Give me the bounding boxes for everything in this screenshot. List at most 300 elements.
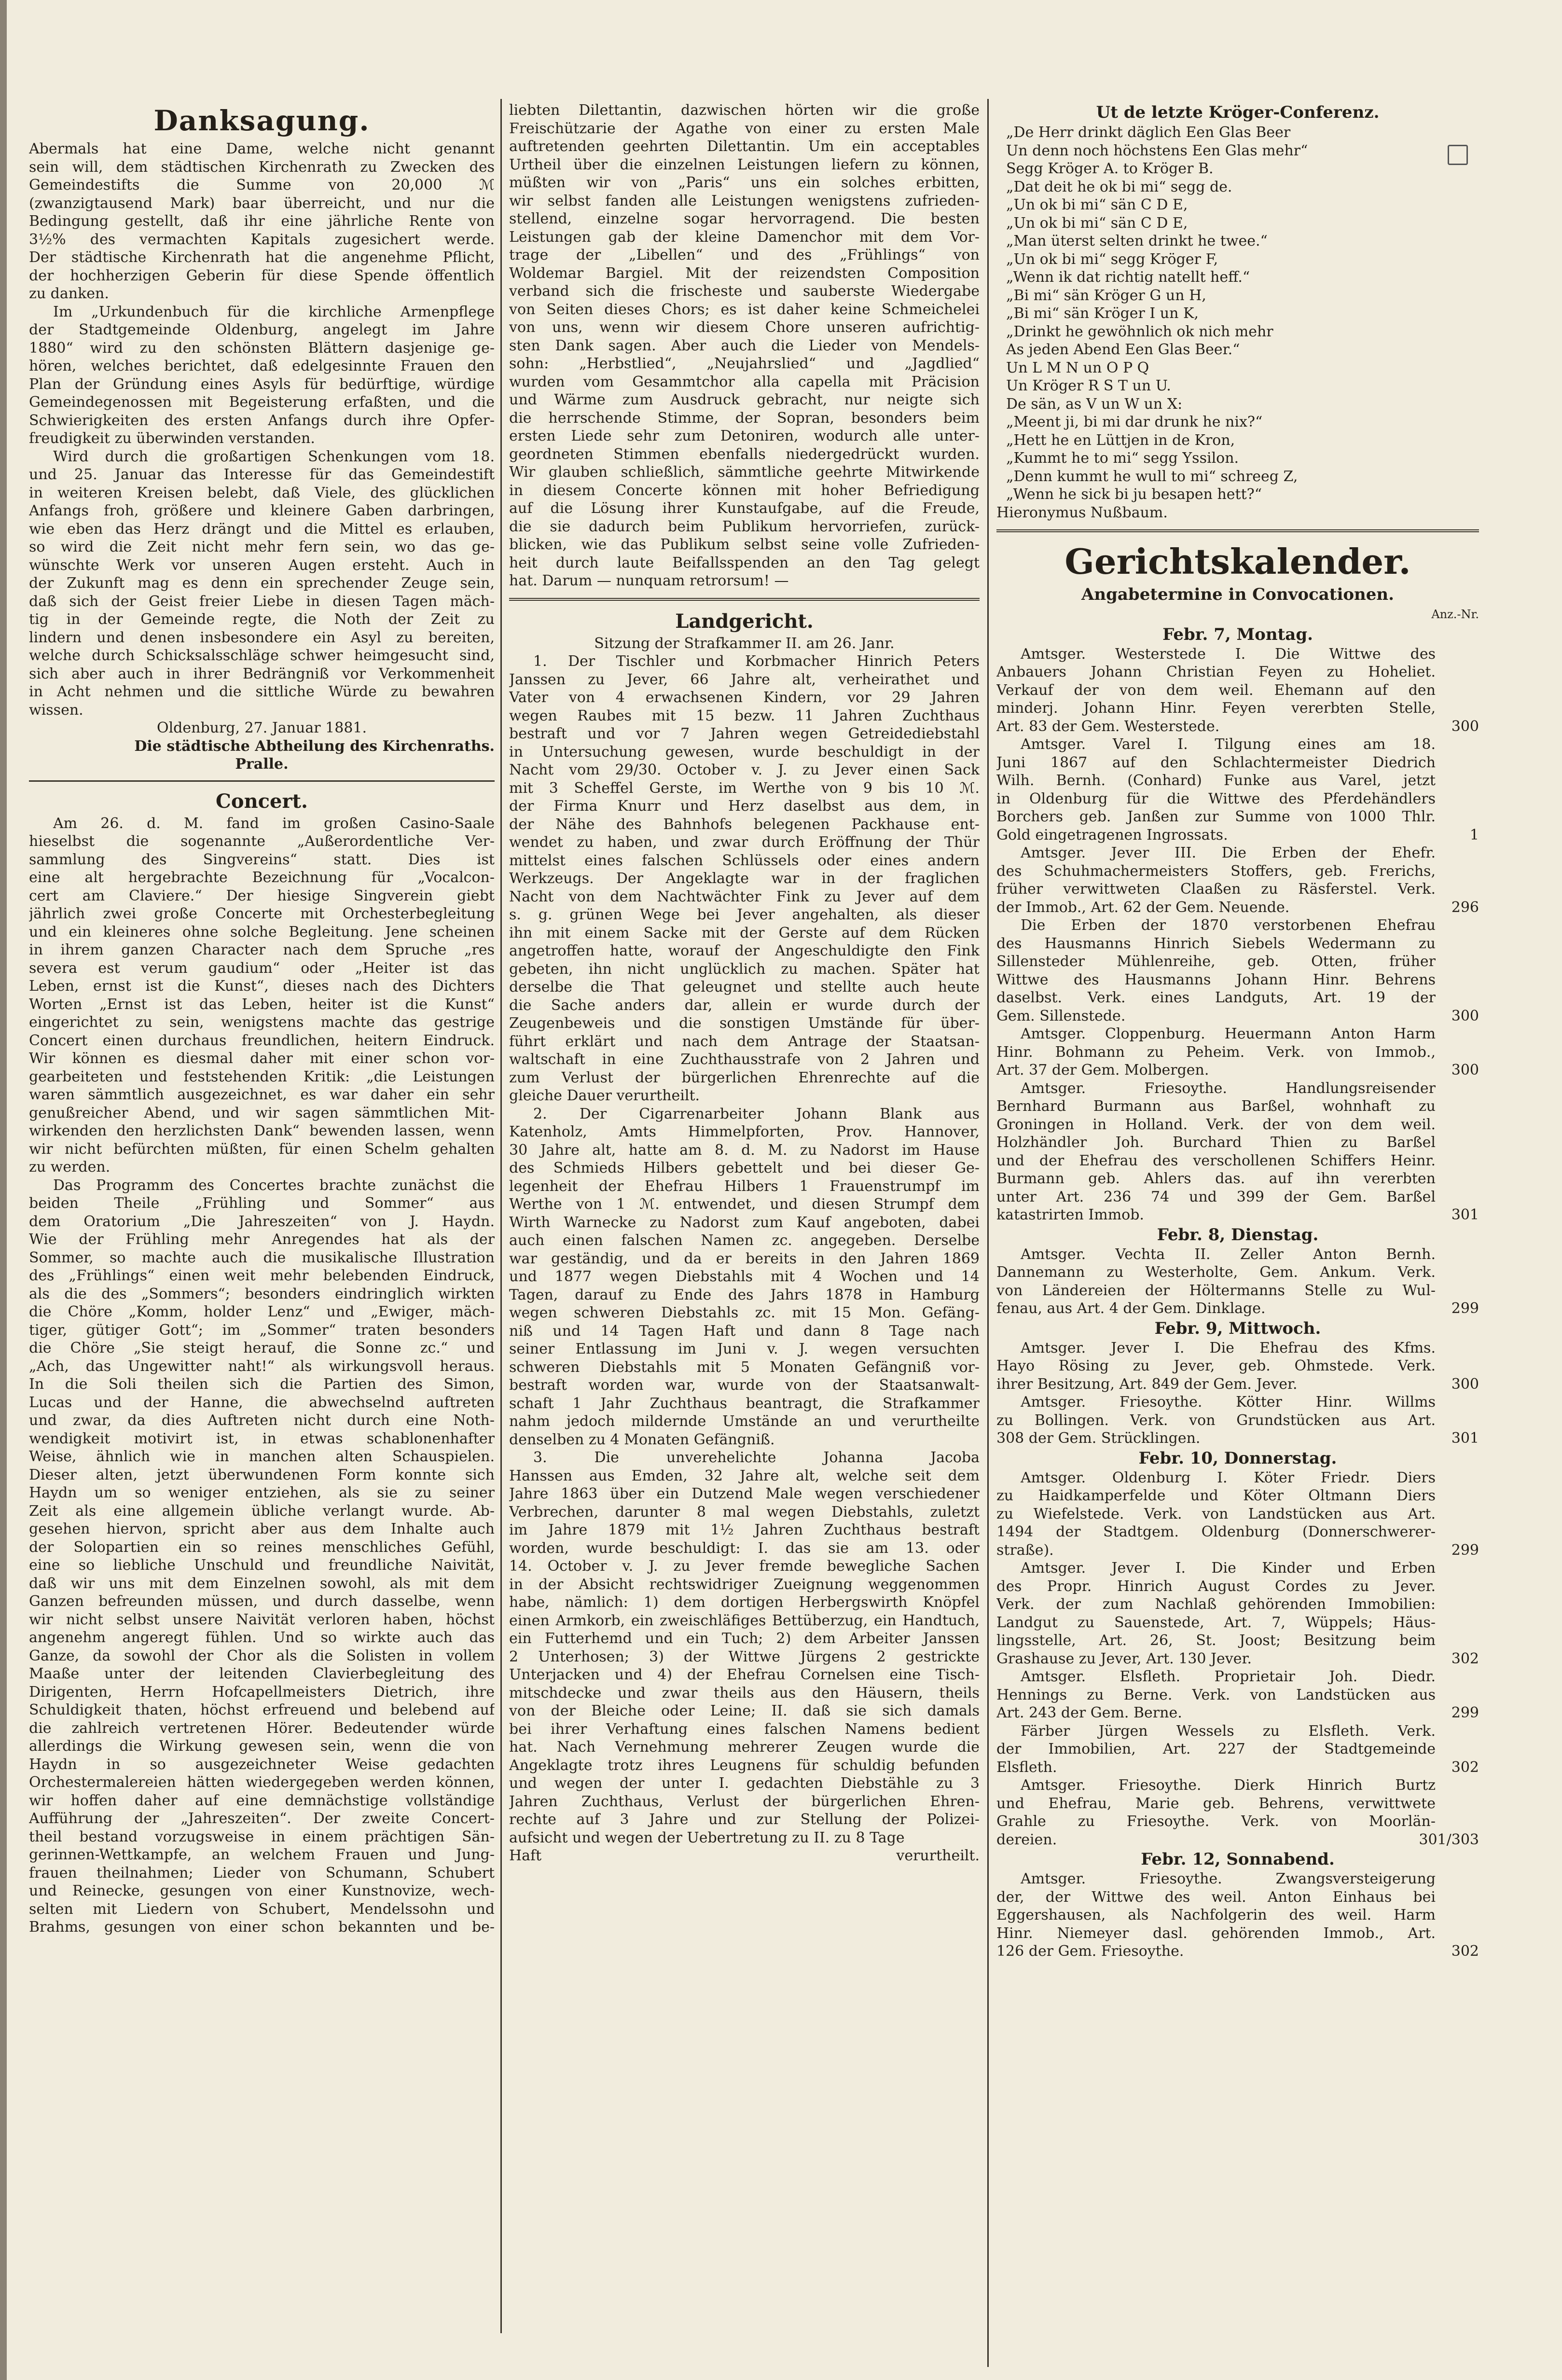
text-line: Wirth Warnecke zu Nadorst zum Kauf angeboten, dabei [509,1214,980,1231]
calendar-entry [996,1245,1479,1318]
poem-title: Ut de letzte Kröger-Conferenz. [1096,103,1380,122]
text-line: in weiteren Kreisen belebt, daß Viele, des glücklichen [29,484,495,501]
text-line: hieselbst die sogenannte „Außerordentliche Ver- [29,833,495,850]
text-line: Verk. der zum Nachlaß gehörenden Immobilien: [996,1596,1436,1613]
text-line: theil bestand vorzugsweise in einem prächtigen Sän- [29,1828,495,1845]
text-line: wegen Raubes mit 15 bezw. 11 Jahren Zuchthaus [509,707,980,724]
text-line: hat. Darum — nunquam retrorsum! — [509,572,789,589]
text-line: Ganzen befreunden müssen, und durch dasselbe, wenn [29,1593,495,1610]
text-line: bestraft und vor 7 Jahren wegen Getreidediebstahl [509,725,980,742]
text-line: als die des „Sommers“; besonders eindringlich wirkten [29,1285,495,1302]
entry-number: 299 [1451,1541,1479,1559]
concert-title: Concert. [216,789,308,813]
text-line: der Stadtgemeinde Oldenburg, angelegt im Jahre [29,321,495,338]
landgericht-body [509,652,980,1865]
text-line: von Seiten dieses Chors; es ist daher keine Schmeichelei [509,301,980,318]
text-line: Segg Kröger A. to Kröger B. [1006,160,1214,177]
calendar-date-heading: Febr. 7, Montag. [1162,624,1313,644]
text-line: genußreicher Abend, und wir sagen sämmtlichen Mit- [29,1104,495,1121]
text-line: von uns, wenn wir diesem Chore unseren aufrichtig- [509,319,980,336]
text-line: Amtsger. Elsfleth. Proprietair Joh. Diedr. [1021,1668,1436,1685]
text-line: „Bi mi“ sän Kröger I un K, [1006,305,1199,322]
text-line: Holzhändler Joh. Burchard Thien zu Barßel [996,1134,1436,1151]
text-line: Haydn in so ausgezeichneter Weise gedachten [29,1756,495,1773]
text-line: geordneten Stimmen ebenfalls niedergedrückt wurden. [509,445,980,463]
poem-author: Hieronymus Nußbaum. [996,504,1168,521]
text-line: der Immob., Art. 62 der Gem. Neuende. [996,899,1290,916]
text-line: Orchestermalereien hätten wiedergegeben werden können, [29,1774,495,1791]
text-line: in Oldenburg für die Wittwe des Pferdehändlers [996,790,1436,807]
text-line: Dannemann zu Westerholte, Gem. Ankum. Verk. [996,1264,1436,1281]
text-line: aufsicht und wegen der Uebertretung zu II. zu 8 Tage [509,1829,905,1846]
text-line: im Jahre 1879 mit 1½ Jahren Zuchthaus bestraft [509,1522,980,1538]
gerichtskalender [996,540,1479,1961]
calendar-entry [996,645,1479,736]
text-line: 1494 der Stadtgem. Oldenburg (Donnerschwerer- [996,1523,1436,1540]
number-column-label: Anz.-Nr. [1431,608,1479,621]
text-line: severa est verum gaudium“ oder „Heiter ist das [29,959,495,977]
text-line: frauen theilnahmen; Lieder von Schumann, Schubert [29,1864,495,1882]
text-line: „Drinkt he gewöhnlich ok nich mehr [1006,323,1273,340]
text-line: Amtsger. Vechta II. Zeller Anton Bernh. [1021,1245,1436,1263]
text-line: 2 Unterhosen; 3) der Wittwe Jürgens 2 gestrickte [509,1648,980,1665]
text-line: derselbe die That geleugnet und stellte auch heute [509,979,980,996]
text-line: Werthe von 1 ℳ. entwendet, und diesen Strumpf dem [509,1196,980,1213]
text-line: Borchers geb. Janßen zur Summe von 1000 Thlr. [996,808,1436,825]
text-line: wegen schweren Diebstahls zc. mit 15 Mon. Gefäng- [509,1304,980,1321]
column-3 [996,101,1479,1961]
entry-number: 300 [1451,1375,1479,1393]
text-line: ein Futterhemd und ein Tuch; 2) dem Arbeiter Janssen [509,1630,980,1647]
text-line: Leben, ernst ist die Kunst“, dieses nach des Dichters [29,978,495,995]
text-line: gerinnen-Wettkampfe, an welchem Frauen und Jung- [29,1846,495,1863]
text-line: mitschdecke und zwar theils aus den Häusern, theils [509,1684,980,1702]
text-line: cert am Claviere.“ Der hiesige Singverein giebt [29,887,495,904]
text-line: Zeugenbeweis und die sonstigen Umstände für über- [509,1015,980,1032]
text-line: Hennings zu Berne. Verk. von Landstücken aus [996,1686,1436,1703]
text-line: wendigkeit motivirt ist, in etwas schablonenhafter [29,1430,495,1447]
entry-number: 300 [1451,1062,1479,1079]
concert-article [29,789,495,1937]
text-line: mittelst eines falschen Schlüssels oder eines andern [509,852,980,869]
text-line: 308 der Gem. Strücklingen. [996,1430,1201,1447]
text-line: Groningen in Holland. Verk. der von dem weil. [996,1116,1436,1133]
calendar-entry [996,1025,1479,1079]
text-line: (zwanzigtausend Mark) baar überreicht, und nur die [29,194,495,212]
text-line: „Dat deit he ok bi mi“ segg de. [1006,178,1232,195]
danksagung-place-date: Oldenburg, 27. Januar 1881. [156,720,367,736]
text-line: Sillensteder Mühlenreihe, geb. Otten, früher [996,953,1436,970]
text-line: Woldemar Bargiel. Mit der reizendsten Composition [509,264,980,282]
text-line: minderj. Johann Hinr. Feyen vererbten Stelle, [996,700,1436,717]
text-line: eine alt hergebrachte Bezeichnung für „Vocalcon- [29,869,495,886]
text-line: Hinr. Bohmann zu Peheim. Verk. von Immob., [996,1043,1436,1061]
text-line: Elsfleth. [996,1758,1057,1776]
text-line: mit 3 Scheffel Gerste, im Werthe von 9 bis 10 ℳ. [509,779,980,797]
text-line: Sommer, so machte auch die musikalische Illustration [29,1249,495,1266]
text-line: und Reinecke, gesungen von einer Kunstnovize, wech- [29,1882,495,1899]
text-line: Grashause zu Jever, Art. 130 Jever. [996,1650,1252,1667]
text-line: beiden Theile „Frühling und Sommer“ aus [29,1195,495,1212]
text-line: ersten Liede sehr zum Detoniren, wodurch alle unter- [509,428,980,444]
text-line: „Man üterst selten drinkt he twee.“ [1006,233,1268,249]
entry-number: 302 [1451,1650,1479,1667]
text-line: Hayo Rösing zu Jever, geb. Ohmstede. Verk. [996,1357,1436,1374]
text-line: „Un ok bi mi“ segg Kröger F, [1006,250,1218,268]
text-line: stellend, einzelne sogar hervorragend. Die besten [509,210,980,227]
text-line: eingerichtet zu sein, wenigstens machte das gestrige [29,1014,495,1031]
text-line: 3. Die unverehelichte Johanna Jacoba [533,1449,980,1466]
calendar-entry [996,1776,1479,1849]
text-line: Un denn noch höchstens Een Glas mehr“ [1006,142,1308,159]
text-line: „Un ok bi mi“ sän C D E, [1006,196,1188,213]
text-line: Aufführung der „Jahreszeiten“. Der zweite Concert- [29,1810,495,1827]
text-line: die sie dadurch beim Publikum hervorriefen, zurück- [509,518,980,535]
calendar-date-heading: Febr. 9, Mittwoch. [1154,1318,1321,1338]
page-edge [0,0,7,2380]
text-line: wir hoffen daher auf eine demnächstige vollständige [29,1792,495,1809]
danksagung-title: Danksagung. [153,104,370,137]
text-line: Färber Jürgen Wessels zu Elsfleth. Verk. [1021,1722,1436,1740]
entry-number: 299 [1451,1300,1479,1317]
text-line: früher verwittweten Claaßen zu Räsferstel. Verk. [996,881,1436,898]
text-line: die Chöre „Sie steigt herauf, die Sonne zc.“ und [29,1340,495,1356]
text-line: Schwierigkeiten des ersten Anfangs durch ihre Opfer- [29,412,495,429]
text-line: Unterjacken und 4) der Ehefrau Cornelsen eine Tisch- [509,1666,980,1683]
text-line: bei ihrer Verhaftung eines falschen Namens bedient [509,1720,980,1738]
text-line: welche durch Schicksalsschläge schwer heimgesucht sind, [29,647,495,664]
text-line: tig in der Gemeinde regte, die Noth der Zeit zu [29,611,495,628]
text-line: sein will, dem städtischen Kirchenrath zu Zwecken des [29,158,495,176]
calendar-entry [996,916,1479,1025]
entry-number: 301 [1451,1430,1479,1447]
text-line: des Hausmanns Hinrich Siebels Wedermann zu [996,935,1436,952]
text-line: „Bi mi“ sän Kröger G un H, [1006,287,1206,304]
text-line: Wilh. Bernh. (Conhard) Funke aus Varel, jetzt [996,772,1436,789]
entry-number: 300 [1451,718,1479,735]
text-line: und wegen der unter I. gedachten Diebstähle zu 3 [509,1775,980,1792]
text-line: selten mit Liedern von Schubert, Mendelssohn und [29,1900,495,1918]
text-line: gleiche Dauer verurtheilt. [509,1087,700,1104]
text-line: blicken, wie das Publikum selbst seine volle Zufrieden- [509,536,980,553]
text-line: Gem. Sillenstede. [996,1007,1126,1024]
text-line: Wir glauben schließlich, sämmtliche geehrte Mitwirkende [509,464,980,481]
text-line: des Propr. Hinrich August Cordes zu Jever. [996,1577,1436,1595]
text-line: der Nähe des Bahnhofs belegenen Packhause ent- [509,816,980,833]
text-line: wir nicht selbst unsere Naivität verloren haben, höchst [29,1611,495,1628]
text-line: verband sich die frischeste und sauberste Wiedergabe [509,283,980,300]
text-line: In die Soli theilen sich die Partien des Simon, [29,1376,495,1393]
text-line: und Ehefrau, Marie geb. Behrens, verwittwete [996,1795,1436,1812]
text-line: Angeklagte trotz ihres Leugnens für schuldig befunden [509,1757,980,1774]
text-line: „Meent ji, bi mi dar drunk he nix?“ [1006,414,1263,430]
text-line: Jahre 1863 über ein Dutzend Male wegen verschiedener [509,1485,980,1502]
text-line: 3½% des vermachten Kapitals zugesichert werde. [29,231,495,248]
text-line: Nacht vom 29/30. October v. J. zu Jever einen Sack [509,761,980,778]
text-line: Landgut zu Sauenstede, Art. 7, Wüppels; Häus- [996,1614,1436,1631]
text-line: zu danken. [29,285,109,302]
text-line: in ihrem ganzen Character nach dem Spruche „res [29,941,495,958]
text-line: zu werden. [29,1159,111,1176]
text-line: worden, wurde beschuldigt: I. das sie am 13. oder [509,1539,980,1557]
text-line: liebten Dilettantin, dazwischen hörten wir die große [509,102,980,119]
text-line: niß und 14 Tagen Haft und dann 8 Tage nach [509,1322,980,1340]
column-rule-1 [500,99,502,2333]
text-line: der Zukunft mag es denn ein sprechender Zeuge sein, [29,575,495,592]
text-line: heit durch laute Beifallsspenden an den Tag gelegt [509,554,980,571]
text-line: jährlich zwei große Concerte mit Orchesterbegleitung [29,905,495,922]
text-line: des Schuhmachermeisters Stoffers, geb. Frerichs, [996,862,1436,880]
column-1 [29,101,495,1937]
danksagung-body [29,140,495,719]
text-line: „De Herr drinkt däglich Een Glas Beer [1006,124,1291,141]
text-line: Hanssen aus Emden, 32 Jahre alt, welche seit dem [509,1467,980,1484]
column-2 [509,101,980,1865]
text-line: in der Absicht rechtswidriger Zueignung weggenommen [509,1576,980,1593]
calendar-entry [996,844,1479,916]
text-line: Art. 37 der Gem. Molbergen. [996,1062,1209,1079]
text-line: Amtsger. Cloppenburg. Heuermann Anton Harm [1021,1025,1436,1042]
text-line: Freischützarie der Agathe von einer zu ersten Male [509,120,980,137]
text-line: Werkzeugs. Der Angeklagte war in der fraglichen [509,870,980,887]
text-line: zu Bollingen. Verk. von Grundstücken aus Art. [996,1411,1436,1429]
text-line: Am 26. d. M. fand im großen Casino-Saale [53,815,495,832]
calendar-entry [996,1559,1479,1668]
text-line: lingsstelle, Art. 26, St. Joost; Besitzung beim [996,1632,1436,1649]
text-line: wurden vom Gesammtchor alla capella mit Präcision [509,373,980,390]
text-line: wir nicht befürchten müßten, für einen Schelm gehalten [29,1140,495,1158]
text-line: der Immobilien, Art. 227 der Stadtgemeinde [996,1741,1436,1757]
text-line: zu Wiefelstede. Verk. von Landstücken aus Art. [996,1505,1436,1522]
text-line: Urtheil über die einzelnen Leistungen liefern zu können, [509,156,980,173]
calendar-date-heading: Febr. 8, Dienstag. [1157,1225,1319,1245]
text-line: 30 Jahre alt, hatte am 8. d. M. zu Nadorst im Hause [509,1141,980,1159]
text-line: von Ländereien der Höltermanns Stelle zu Wul- [996,1282,1436,1299]
divider [29,780,495,782]
calendar-entry [996,1079,1479,1224]
text-line: angetroffen hatte, worauf der Angeschuldigte den Fink [509,942,980,959]
text-line: Worten „Ernst ist das Leben, heiter ist die Kunst“ [29,996,495,1013]
text-line: Juni 1867 auf den Schlachtermeister Diedrich [996,754,1436,771]
text-line: „Un ok bi mi“ sän C D E, [1006,214,1188,232]
text-line: gebeten, ihn nicht unglücklich zu machen. Später hat [509,960,980,978]
entry-number: 301/303 [1419,1831,1479,1848]
text-line: Tagen, darauf zu Ende des Jahrs 1878 in Hamburg [509,1286,980,1303]
text-line: Vater von 4 erwachsenen Kindern, vor 29 Jahren [509,689,980,706]
text-line: rechte auf 3 Jahre und zur Stellung der Polizei- [509,1811,980,1828]
text-line: Der städtische Kirchenrath hat die angenehme Pflicht, [29,249,495,266]
danksagung-signature-name: Pralle. [235,756,289,773]
text-line: auftretenden geehrten Dilettantin. Um ein acceptables [509,138,980,155]
text-line: und 1877 wegen Diebstahls mit 4 Wochen und 14 [509,1268,980,1285]
text-line: Wir können es diesmal daher mit einer schon vor- [29,1050,495,1067]
text-line: Leistungen gab der kleine Damenchor mit dem Vor- [509,228,980,246]
text-line: Weise, ähnlich wie in manchen alten Schauspielen. [29,1448,495,1465]
entry-number: 300 [1451,1007,1479,1024]
text-line: Amtsger. Jever I. Die Ehefrau des Kfms. [1021,1339,1436,1356]
text-line: „Ach, das Ungewitter naht!“ als wirkungsvoll heraus. [29,1357,495,1375]
calendar-entry [996,1339,1479,1394]
text-line: Amtsger. Oldenburg I. Köter Friedr. Diers [1021,1469,1436,1486]
poem-body [996,124,1479,504]
text-line: Anfangs froh, größere und kleinere Gaben darbringen, [29,502,495,519]
text-line: ihn mit einem Sacke mit der Gerste auf dem Rücken [509,924,980,941]
text-line: bestraft worden war, wurde von der Staatsanwalt- [509,1377,980,1394]
text-line: des Schmieds Hilbers gebettelt und bei dieser Ge- [509,1160,980,1176]
text-line: Wird durch die großartigen Schenkungen vom 18. [53,448,495,465]
text-line: Anbauers Johann Christian Feyen zu Hoheliet. [996,664,1436,680]
text-line: Das Programm des Concertes brachte zunächst die [53,1176,495,1194]
text-line: denselben zu 4 Monaten Gefängniß. [509,1431,775,1448]
text-line: Amtsger. Friesoythe. Handlungsreisender [1021,1079,1436,1097]
text-line: Haydn um so weniger entziehen, als sie zu seiner [29,1484,495,1501]
entry-number: 299 [1451,1704,1479,1721]
calendar-entry [996,1668,1479,1722]
text-line: 1. Der Tischler und Korbmacher Hinrich Peters [533,653,980,670]
text-line: freudigkeit zu überwinden verstanden. [29,430,315,447]
text-line: Gold eingetragenen Ingrossats. [996,826,1228,844]
concert-continued-body [509,101,980,590]
text-line: sten Dank sagen. Aber auch die Lieder von Mendels- [509,337,980,354]
text-line: wissen. [29,701,83,719]
calendar-entry [996,735,1479,844]
text-line: wünschte Werk vor unseren Augen ersteht. Auch in [29,556,495,574]
text-line: waltschaft in eine Zuchthausstrafe von 2 Jahren und [509,1051,980,1068]
text-line: dem Oratorium „Die Jahreszeiten“ von J. Haydn. [29,1213,495,1230]
text-line: Art. 243 der Gem. Berne. [996,1704,1182,1721]
text-line: gearbeiteten und feststehenden Kritik: „die Leistungen [29,1068,495,1085]
text-line: daselbst. Verk. eines Landguts, Art. 19 der [996,989,1436,1006]
text-line: Zeit als eine allgemein übliche verlangt wurde. Ab- [29,1502,495,1520]
text-line: habe, nämlich: 1) dem dortigen Herbergswirth Knöpfel [509,1594,980,1611]
column-rule-2 [987,99,989,2367]
entry-number: 302 [1451,1758,1479,1776]
text-line: „Denn kummt he wull to mi“ schreeg Z, [1006,468,1298,485]
text-line: und der Ehefrau des verschollenen Schiffers Heinr. [996,1152,1436,1169]
text-line: Plan der Gründung eines Asyls für bedürftige, würdige [29,375,495,393]
text-line: unter Art. 236 74 und 399 der Gem. Barßel [996,1188,1436,1205]
calendar-entry [996,1469,1479,1560]
gerichtskalender-title: Gerichtskalender. [1064,541,1411,582]
text-line: „Wenn ik dat richtig natellt heff.“ [1006,269,1250,286]
text-line: Concert einen durchaus freundlichen, heitern Eindruck. [29,1032,495,1049]
divider [509,598,980,601]
text-line: Verbrechen, darunter 8 mal wegen Diebstahls, zuletzt [509,1503,980,1521]
text-line: Amtsger. Friesoythe. Zwangsversteigerung [1021,1870,1436,1887]
calendar-date-heading: Febr. 10, Donnerstag. [1138,1448,1337,1468]
text-line: 1880“ wird zu den schönsten Blättern dasjenige ge- [29,339,495,357]
text-line: in Untersuchung gewesen, wurde beschuldigt in der [509,743,980,761]
text-line: von der Bleiche oder Leine; II. daß sie sich damals [509,1702,980,1719]
text-line: Wittwe des Hausmanns Johann Hinr. Behrens [996,971,1436,988]
text-line: straße). [996,1541,1054,1559]
text-line: einen Armkorb, ein zweischläfiges Bettüberzug, ein Handtuch, [509,1612,980,1629]
text-line: tiger, gütiger Gott“; im „Sommer“ traten besonders [29,1321,495,1339]
text-line: Ganze, da sowohl der Chor als die Solisten in vollem [29,1647,495,1664]
calendar-entry [996,1870,1479,1961]
text-line: Die Erben der 1870 verstorbenen Ehefrau [1021,917,1436,934]
entry-number: 301 [1451,1206,1479,1223]
text-line: sammlung des Singvereins“ statt. Dies ist [29,851,495,868]
text-line: Un L M N un O P Q [1006,359,1149,376]
text-line: „Hett he en Lüttjen in de Kron, [1006,431,1235,449]
text-line: gesehen hiervon, spricht aber aus dem Inhalte auch [29,1521,495,1537]
text-line: die Chöre „Komm, holder Lenz“ und „Ewiger, mäch- [29,1303,495,1320]
text-line: schaft 1 Jahr Zuchthaus beantragt, die Strafkammer [509,1395,980,1412]
poem-article [996,101,1479,522]
text-line: Abermals hat eine Dame, welche nicht genannt [29,140,495,157]
text-line: und 25. Januar das Interesse für das Gemeindestift [29,466,495,483]
text-line: führt erklärt und nach dem Antrage der Staatsan- [509,1033,980,1050]
text-line: waren sämmtlich ausgezeichnet, es war daher ein sehr [29,1086,495,1103]
text-line: in Acht nehmen und die sittliche Würde zu bewahren [29,683,495,700]
text-line: Schuldigkeit thaten, höchst erfreuend und belebend auf [29,1702,495,1718]
landgericht-article [509,609,980,1865]
text-line: der hochherzigen Geberin für diese Spende öffentlich [29,267,495,284]
calendar-entry [996,1393,1479,1448]
text-line: Art. 83 der Gem. Westerstede. [996,718,1220,735]
text-line: und Wärme zum Ausdruck gebracht, nur neigte sich [509,391,980,408]
text-line: war geständig, und da er bereits in den Jahren 1869 [509,1250,980,1267]
text-line: Dirigenten, Herrn Hofcapellmeisters Dietrich, ihre [29,1683,495,1701]
text-line: Eggershausen, als Nachfolgerin des weil. Harm [996,1907,1436,1923]
text-line: 2. Der Cigarrenarbeiter Johann Blank aus [533,1105,980,1122]
text-line: Amtsger. Westerstede I. Die Wittwe des [1021,645,1436,663]
text-line: angenehm angeregt fühlen. Und so wirkte auch das [29,1629,495,1646]
text-line: daß wir uns mit dem Einzelnen sowohl, als mit dem [29,1575,495,1592]
text-line: 126 der Gem. Friesoythe. [996,1943,1184,1960]
text-line: schweren Diebstahls mit 5 Monaten Gefängniß vor- [509,1358,980,1376]
text-line: lindern und denen insbesondere ein Asyl zu bereiten, [29,629,495,646]
text-line: De sän, as V un W un X: [1006,395,1183,413]
text-line: „Kummt he to mi“ segg Yssilon. [1006,450,1239,467]
text-line: so wird die Zeit nicht mehr fern sein, wo das ge- [29,539,495,555]
landgericht-title: Landgericht. [675,609,814,633]
text-line: wendet zu haben, und zwar durch Eröffnung der Thür [509,834,980,851]
text-line: die Sache anders dar, allein er wurde durch der [509,996,980,1014]
text-line: wirkenden den herzlichsten Dank“ bewenden lassen, wenn [29,1122,495,1139]
text-line: 14. October v. J. zu Jever fremde bewegliche Sachen [509,1558,980,1575]
text-line: die zahlreich vertretenen Hörer. Bedeutender würde [29,1719,495,1737]
text-line: Un Kröger R S T un U. [1006,377,1171,394]
text-line: Amtsger. Friesoythe. Dierk Hinrich Burtz [1021,1777,1436,1794]
text-line: Amtsger. Varel I. Tilgung eines am 18. [1021,736,1436,753]
text-line: allerdings die Wirkung gewesen sein, wenn die von [29,1738,495,1755]
text-line: Haft verurtheilt. [509,1847,980,1864]
concert-body [29,815,495,1937]
text-line: auch einen falschen Namen zc. angegeben. Derselbe [509,1232,980,1249]
text-line: As jeden Abend Een Glas Beer.“ [1006,341,1240,358]
text-line: Amtsger. Friesoythe. Kötter Hinr. Willms [1021,1394,1436,1411]
text-line: zu Haidkamperfelde und Köter Oltmann Diers [996,1487,1436,1504]
text-line: in diesem Concerte können mit hoher Befriedigung [509,482,980,499]
entry-number: 302 [1451,1943,1479,1960]
danksagung-signature-org: Die städtische Abtheilung des Kirchenraths. [134,737,495,755]
text-line: sohn: „Herbstlied“, „Neujahrslied“ und „Jagdlied“ [509,355,980,372]
text-line: Brahms, gesungen von einer schon bekannten und be- [29,1919,495,1936]
text-line: die herrschende Stimme, der Sopran, besonders beim [509,409,980,427]
text-line: Bernhard Burmann aus Barßel, wohnhaft zu [996,1098,1436,1115]
text-line: auf die Lösung ihrer Kunstaufgabe, auf die Freude, [509,500,980,517]
text-line: Lucas und der Hanne, die abwechselnd auftreten [29,1394,495,1411]
landgericht-sitting: Sitzung der Strafkammer II. am 26. Janr. [594,635,895,652]
gerichtskalender-subtitle: Angabetermine in Convocationen. [1081,585,1394,604]
text-line: müßten wir von „Paris“ uns ein solches erbitten, [509,174,980,191]
text-line: Wie der Frühling mehr Anregendes hat als der [29,1231,495,1248]
text-line: Maaße unter der leitenden Clavierbegleitung des [29,1665,495,1682]
text-line: Hinr. Niemeyer dasl. gehörenden Immob., Art. [996,1924,1436,1942]
text-line: daß sich der Geist freier Liebe in diesen Tagen mäch- [29,593,495,610]
